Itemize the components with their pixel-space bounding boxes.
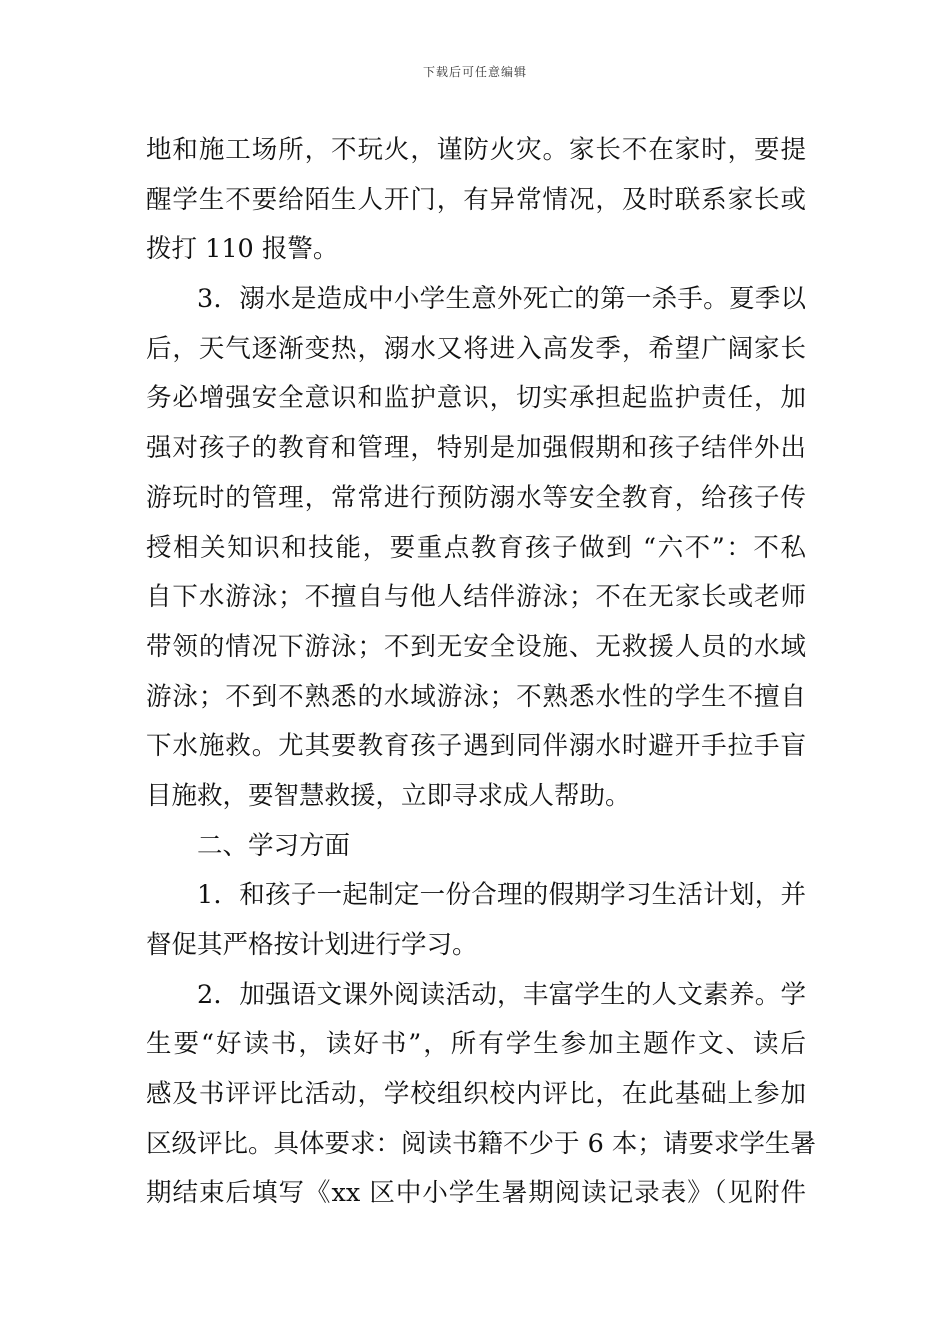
text-line: 带领的情况下游泳；不到无安全设施、无救援人员的水域 (146, 631, 806, 662)
text-line: 后，天气逐渐变热，溺水又将进入高发季，希望广阔家长 (146, 333, 806, 364)
document-body (146, 126, 816, 1219)
text-line: 地和施工场所，不玩火，谨防火灾。家长不在家时，要提 (146, 135, 806, 165)
text-line: 游泳；不到不熟悉的水域游泳；不熟悉水性的学生不擅自 (146, 681, 806, 712)
page-header: 下载后可任意编辑 (422, 65, 527, 79)
text-line: 期结束后填写《xx 区中小学生暑期阅读记录表》（见附件 (146, 1178, 806, 1209)
text-line: 生要“好读书，读好书”，所有学生参加主题作文、读后 (146, 1029, 806, 1060)
text-line: 务必增强安全意识和监护意识，切实承担起监护责任，加 (146, 383, 806, 414)
text-line: 下水施救。尤其要教育孩子遇到同伴溺水时避开手拉手盲 (146, 731, 806, 762)
text-line: 1．和孩子一起制定一份合理的假期学习生活计划，并 (197, 880, 806, 911)
text-line: 拨打 110 报警。 (146, 234, 339, 265)
text-line: 区级评比。具体要求：阅读书籍不少于 6 本；请要求学生暑 (146, 1128, 816, 1159)
text-line: 3．溺水是造成中小学生意外死亡的第一杀手。夏季以 (197, 284, 806, 315)
text-line: 醒学生不要给陌生人开门，有异常情况，及时联系家长或 (146, 184, 806, 215)
text-line: 督促其严格按计划进行学习。 (146, 930, 478, 960)
text-line: 自下水游泳；不擅自与他人结伴游泳；不在无家长或老师 (146, 582, 806, 613)
text-line: 感及书评评比活动，学校组织校内评比，在此基础上参加 (146, 1079, 806, 1110)
section-heading: 二、学习方面 (197, 830, 351, 861)
text-line: 目施救，要智慧救援，立即寻求成人帮助。 (146, 780, 631, 811)
text-line: 授相关知识和技能，要重点教育孩子做到 “六不”：不私 (146, 532, 806, 563)
text-line: 强对孩子的教育和管理，特别是加强假期和孩子结伴外出 (146, 433, 806, 464)
text-line: 游玩时的管理，常常进行预防溺水等安全教育，给孩子传 (146, 482, 806, 513)
text-line: 2．加强语文课外阅读活动，丰富学生的人文素养。学 (197, 979, 806, 1010)
